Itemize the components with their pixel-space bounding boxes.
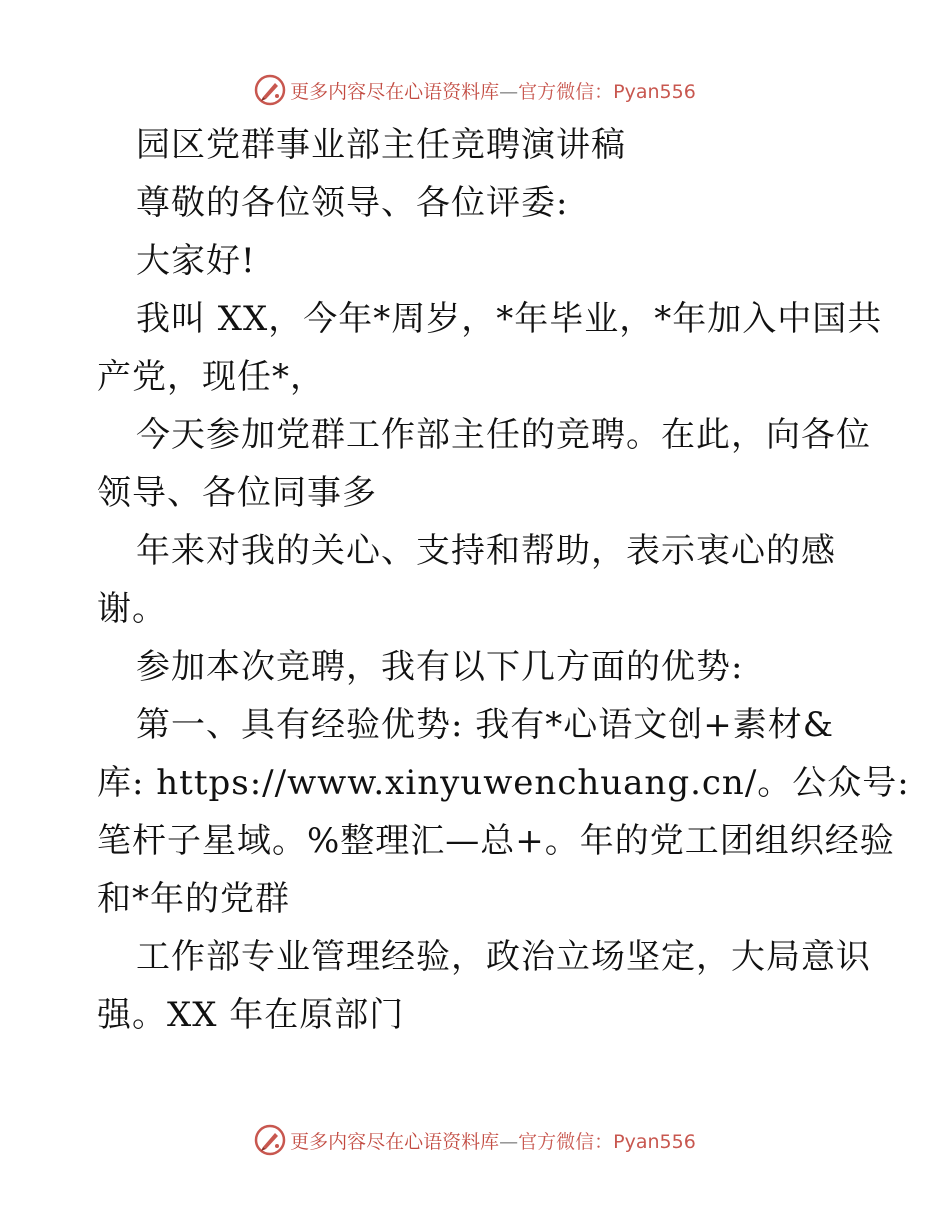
watermark-text [290, 77, 696, 104]
watermark-separator: — [499, 1130, 519, 1153]
paragraph-line: 谢。 [97, 589, 167, 629]
footer-watermark-banner [0, 1122, 950, 1158]
paragraph-line: 参加本次竞聘，我有以下几方面的优势: [136, 647, 744, 687]
paragraph-line: 第一、具有经验优势: 我有*心语文创+素材& [136, 705, 835, 745]
paragraph-line: 今天参加党群工作部主任的竞聘。在此，向各位 [136, 415, 871, 455]
header-watermark-banner [0, 72, 950, 108]
paragraph-line: 库: https://www.xinyuwenchuang.cn/。公众号: [97, 763, 910, 803]
pen-logo-icon [254, 74, 286, 106]
watermark-separator: — [499, 80, 519, 103]
paragraph-line: 笔杆子星域。%整理汇—总+。年的党工团组织经验 [97, 821, 895, 861]
paragraph-line: 我叫 XX，今年*周岁，*年毕业，*年加入中国共 [136, 299, 883, 339]
paragraph-line: 领导、各位同事多 [97, 473, 377, 513]
document-body [97, 116, 910, 1044]
watermark-wechat-text: 官方微信：Pyan556 [518, 80, 696, 103]
salutation-line: 尊敬的各位领导、各位评委: [136, 183, 569, 223]
paragraph-line: 强。XX 年在原部门 [97, 995, 405, 1035]
document-title: 园区党群事业部主任竞聘演讲稿 [136, 125, 626, 165]
pen-logo-icon [254, 1124, 286, 1156]
watermark-wechat-text: 官方微信：Pyan556 [518, 1130, 696, 1153]
paragraph-line: 产党，现任*， [97, 357, 325, 397]
greeting-line: 大家好! [136, 241, 256, 281]
paragraph-line: 工作部专业管理经验，政治立场坚定，大局意识 [136, 937, 871, 977]
watermark-text [290, 1127, 696, 1154]
paragraph-line: 年来对我的关心、支持和帮助，表示衷心的感 [136, 531, 836, 571]
watermark-main-text: 更多内容尽在心语资料库 [290, 1130, 500, 1153]
watermark-main-text: 更多内容尽在心语资料库 [290, 80, 500, 103]
paragraph-line: 和*年的党群 [97, 879, 290, 919]
